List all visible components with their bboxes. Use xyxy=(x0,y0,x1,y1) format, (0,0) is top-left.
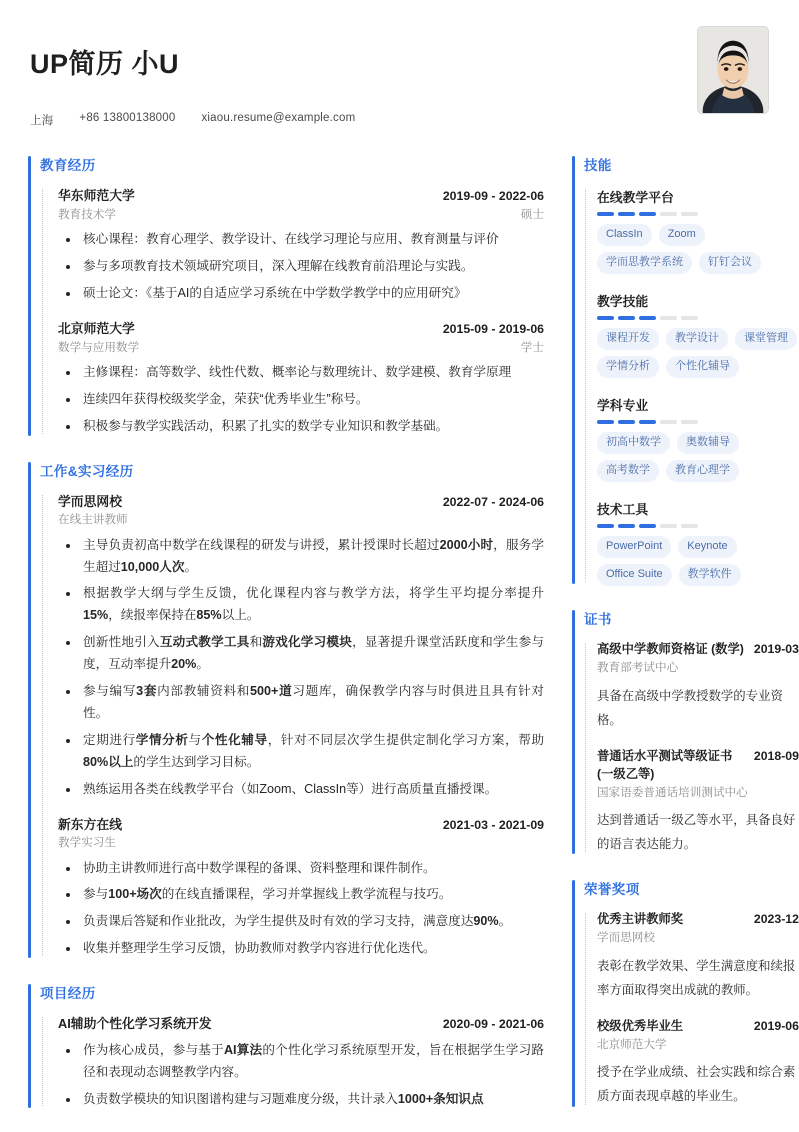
bullet-item: 核心课程：教育心理学、教学设计、在线学习理论与应用、教育测量与评价 xyxy=(58,229,544,251)
skill-level-segment xyxy=(597,212,614,216)
card-title: 高级中学教师资格证 (数学) xyxy=(597,642,744,657)
certificate-item xyxy=(597,641,799,732)
bullet-list xyxy=(58,362,544,438)
skill-group xyxy=(597,187,799,274)
card-date: 2019-03 xyxy=(753,642,799,657)
bullet-item: 熟练运用各类在线教学平台（如Zoom、ClassIn等）进行高质量直播授课。 xyxy=(58,779,544,801)
skill-tag-list xyxy=(597,328,799,378)
contact-phone: +86 13800138000 xyxy=(79,112,176,125)
left-column xyxy=(28,154,544,1132)
section-title-certificates: 证书 xyxy=(584,612,612,628)
card-description: 表彰在教学效果、学生满意度和续报率方面取得突出成就的教师。 xyxy=(597,958,796,997)
skill-tag-list xyxy=(597,432,799,482)
avatar xyxy=(697,26,769,114)
bullet-item: 主修课程：高等数学、线性代数、概率论与数理统计、数学建模、教育学原理 xyxy=(58,362,544,384)
education-entry xyxy=(58,187,544,305)
entry-header-row xyxy=(58,1015,544,1034)
skill-level-segment xyxy=(618,212,635,216)
skill-tag[interactable]: 初高中数学 xyxy=(597,432,670,454)
skill-level-segment xyxy=(660,524,677,528)
entry-header-row xyxy=(58,320,544,339)
skill-group-name: 技术工具 xyxy=(597,502,649,518)
card-org: 北京师范大学 xyxy=(597,1037,667,1051)
skill-tag[interactable]: 教育心理学 xyxy=(666,460,739,482)
header-left xyxy=(30,26,355,128)
section-education xyxy=(28,154,544,437)
skill-level-segment xyxy=(597,316,614,320)
skill-level-segment xyxy=(639,420,656,424)
bullet-item: 定期进行学情分析与个性化辅导，针对不同层次学生提供定制化学习方案，帮助80%以上的学生达到学习目标。 xyxy=(58,730,544,774)
section-title-projects: 项目经历 xyxy=(40,986,96,1002)
skill-group-name: 教学技能 xyxy=(597,294,649,310)
skill-level-segment xyxy=(660,420,677,424)
entry-header-row xyxy=(58,187,544,206)
award-item xyxy=(597,1018,799,1109)
bullet-list xyxy=(58,858,544,961)
school-name: 华东师范大学 xyxy=(58,188,135,204)
bullet-item: 根据教学大纲与学生反馈，优化课程内容与教学方法，将学生平均提分率提升15%，续报率保持在85%以上。 xyxy=(58,583,544,627)
bullet-item: 收集并整理学生学习反馈，协助教师对教学内容进行优化迭代。 xyxy=(58,938,544,960)
company-name: 学而思网校 xyxy=(58,493,122,509)
section-title-skills: 技能 xyxy=(584,158,612,174)
skill-tag[interactable]: 个性化辅导 xyxy=(666,356,739,378)
bullet-item: 参与100+场次的在线直播课程，学习并掌握线上教学流程与技巧。 xyxy=(58,884,544,906)
project-name: AI辅助个性化学习系统开发 xyxy=(58,1016,212,1032)
bullet-item: 参与编写3套内部教辅资料和500+道习题库，确保教学内容与时俱进且具有针对性。 xyxy=(58,681,544,725)
project-entry xyxy=(58,1015,544,1110)
skill-level-segment xyxy=(618,420,635,424)
entry-header-row xyxy=(58,493,544,512)
work-date: 2021-03 - 2021-09 xyxy=(442,817,544,832)
card-description: 授予在学业成绩、社会实践和综合素质方面表现卓越的毕业生。 xyxy=(597,1065,796,1104)
resume-header xyxy=(28,26,771,128)
education-date: 2015-09 - 2019-06 xyxy=(442,322,544,337)
work-entry xyxy=(58,816,544,961)
skill-level-bar xyxy=(597,524,799,528)
bullet-list xyxy=(58,535,544,801)
skill-group xyxy=(597,395,799,482)
skill-tag[interactable]: Office Suite xyxy=(597,564,672,586)
bullet-item: 主导负责初高中数学在线课程的研发与讲授，累计授课时长超过2000小时，服务学生超过10,000人次。 xyxy=(58,535,544,579)
school-name: 北京师范大学 xyxy=(58,321,135,337)
skill-level-segment xyxy=(639,316,656,320)
card-title: 普通话水平测试等级证书 (一级乙等) xyxy=(597,748,733,781)
skill-tag-list xyxy=(597,536,799,586)
bullet-list xyxy=(58,229,544,305)
card-header-row xyxy=(597,641,799,659)
card-description: 具备在高级中学教授数学的专业资格。 xyxy=(597,688,783,727)
job-role: 在线主讲教师 xyxy=(58,513,128,527)
work-entry xyxy=(58,493,544,801)
skill-tag[interactable]: PowerPoint xyxy=(597,536,671,558)
skill-tag[interactable]: 教学软件 xyxy=(679,564,741,586)
right-column xyxy=(572,154,799,1130)
skill-level-bar xyxy=(597,420,799,424)
skill-level-segment xyxy=(681,524,698,528)
card-header-row xyxy=(597,1018,799,1036)
card-header-row xyxy=(597,748,799,784)
bullet-item: 负责课后答疑和作业批改，为学生提供及时有效的学习支持，满意度达90%。 xyxy=(58,911,544,933)
bullet-item: 参与多项教育技术领域研究项目，深入理解在线教育前沿理论与实践。 xyxy=(58,256,544,278)
skill-tag[interactable]: Keynote xyxy=(678,536,736,558)
skill-level-segment xyxy=(618,524,635,528)
section-projects xyxy=(28,982,544,1110)
skill-level-segment xyxy=(681,212,698,216)
skill-level-segment xyxy=(618,316,635,320)
education-entry xyxy=(58,320,544,438)
award-item xyxy=(597,911,799,1002)
skill-tag[interactable]: 钉钉会议 xyxy=(699,252,761,274)
award-list xyxy=(584,911,799,1108)
education-entry-list xyxy=(40,187,544,437)
card-org: 教育部考试中心 xyxy=(597,661,679,675)
skill-level-segment xyxy=(681,420,698,424)
skill-group-name: 在线教学平台 xyxy=(597,190,674,206)
section-skills xyxy=(572,154,799,586)
skill-tag[interactable]: 奥数辅导 xyxy=(677,432,739,454)
skill-level-segment xyxy=(639,212,656,216)
job-role: 教学实习生 xyxy=(58,836,116,850)
skill-level-segment xyxy=(639,524,656,528)
section-awards xyxy=(572,878,799,1108)
contact-location: 上海 xyxy=(30,115,54,128)
section-work xyxy=(28,460,544,960)
card-description: 达到普通话一级乙等水平，具备良好的语言表达能力。 xyxy=(597,813,796,852)
page-title: UP简历 小U xyxy=(30,49,180,79)
contact-row xyxy=(30,112,355,128)
bullet-item: 硕士论文：《基于AI的自适应学习系统在中学数学教学中的应用研究》 xyxy=(58,283,544,305)
skill-tag[interactable]: 高考数学 xyxy=(597,460,659,482)
skill-level-segment xyxy=(597,524,614,528)
bullet-item: 协助主讲教师进行高中数学课程的备课、资料整理和课件制作。 xyxy=(58,858,544,880)
bullet-item: 负责数学模块的知识图谱构建与习题难度分级，共计录入1000+条知识点 xyxy=(58,1089,544,1111)
card-date: 2023-12 xyxy=(753,912,799,927)
skill-level-segment xyxy=(681,316,698,320)
card-header-row xyxy=(597,911,799,929)
project-entry-list xyxy=(40,1015,544,1110)
skill-tag[interactable]: 教学设计 xyxy=(666,328,728,350)
contact-email: xiaou.resume@example.com xyxy=(201,112,356,125)
skill-tag[interactable]: Zoom xyxy=(659,224,705,246)
certificate-list xyxy=(584,641,799,856)
entry-subheader-row xyxy=(58,206,544,223)
entry-header-row xyxy=(58,816,544,835)
bullet-item: 创新性地引入互动式教学工具和游戏化学习模块，显著提升课堂活跃度和学生参与度，互动率提升20%。 xyxy=(58,632,544,676)
degree-label: 学士 xyxy=(520,340,544,354)
entry-subheader-row xyxy=(58,339,544,356)
card-date: 2018-09 xyxy=(753,748,799,763)
card-title: 校级优秀毕业生 xyxy=(597,1019,684,1033)
section-title-awards: 荣誉奖项 xyxy=(584,882,640,898)
work-date: 2022-07 - 2024-06 xyxy=(442,494,544,509)
skill-group-name: 学科专业 xyxy=(597,398,649,414)
card-date: 2019-06 xyxy=(753,1019,799,1033)
bullet-item: 作为核心成员，参与基于AI算法的个性化学习系统原型开发，旨在根据学生学习路径和表现动态调整教学内容。 xyxy=(58,1040,544,1084)
skill-tag[interactable]: 课堂管理 xyxy=(735,328,797,350)
skill-group-list xyxy=(584,187,799,586)
card-title: 优秀主讲教师奖 xyxy=(597,912,684,927)
skill-tag[interactable]: ClassIn xyxy=(597,224,652,246)
work-entry-list xyxy=(40,493,544,960)
skill-tag[interactable]: 学情分析 xyxy=(597,356,659,378)
skill-level-segment xyxy=(660,316,677,320)
certificate-item xyxy=(597,748,799,856)
bullet-item: 连续四年获得校级奖学金，荣获“优秀毕业生”称号。 xyxy=(58,389,544,411)
major-name: 数学与应用数学 xyxy=(58,340,140,354)
skill-tag[interactable]: 课程开发 xyxy=(597,328,659,350)
major-name: 教育技术学 xyxy=(58,207,116,221)
skill-group xyxy=(597,291,799,378)
skill-level-segment xyxy=(597,420,614,424)
project-date: 2020-09 - 2021-06 xyxy=(442,1017,544,1032)
skill-level-bar xyxy=(597,212,799,216)
skill-tag-list xyxy=(597,224,799,274)
section-certificates xyxy=(572,608,799,856)
bullet-item: 积极参与教学实践活动，积累了扎实的数学专业知识和教学基础。 xyxy=(58,416,544,438)
card-org: 国家语委普通话培训测试中心 xyxy=(597,785,748,799)
skill-group xyxy=(597,499,799,586)
card-org: 学而思网校 xyxy=(597,931,655,945)
resume-body xyxy=(28,154,799,1132)
skill-level-bar xyxy=(597,316,799,320)
company-name: 新东方在线 xyxy=(58,816,122,832)
education-date: 2019-09 - 2022-06 xyxy=(442,189,544,204)
section-title-work: 工作&实习经历 xyxy=(40,463,134,479)
section-title-education: 教育经历 xyxy=(40,158,96,174)
skill-tag[interactable]: 学而思教学系统 xyxy=(597,252,692,274)
skill-level-segment xyxy=(660,212,677,216)
bullet-list xyxy=(58,1040,544,1111)
degree-label: 硕士 xyxy=(520,207,544,221)
